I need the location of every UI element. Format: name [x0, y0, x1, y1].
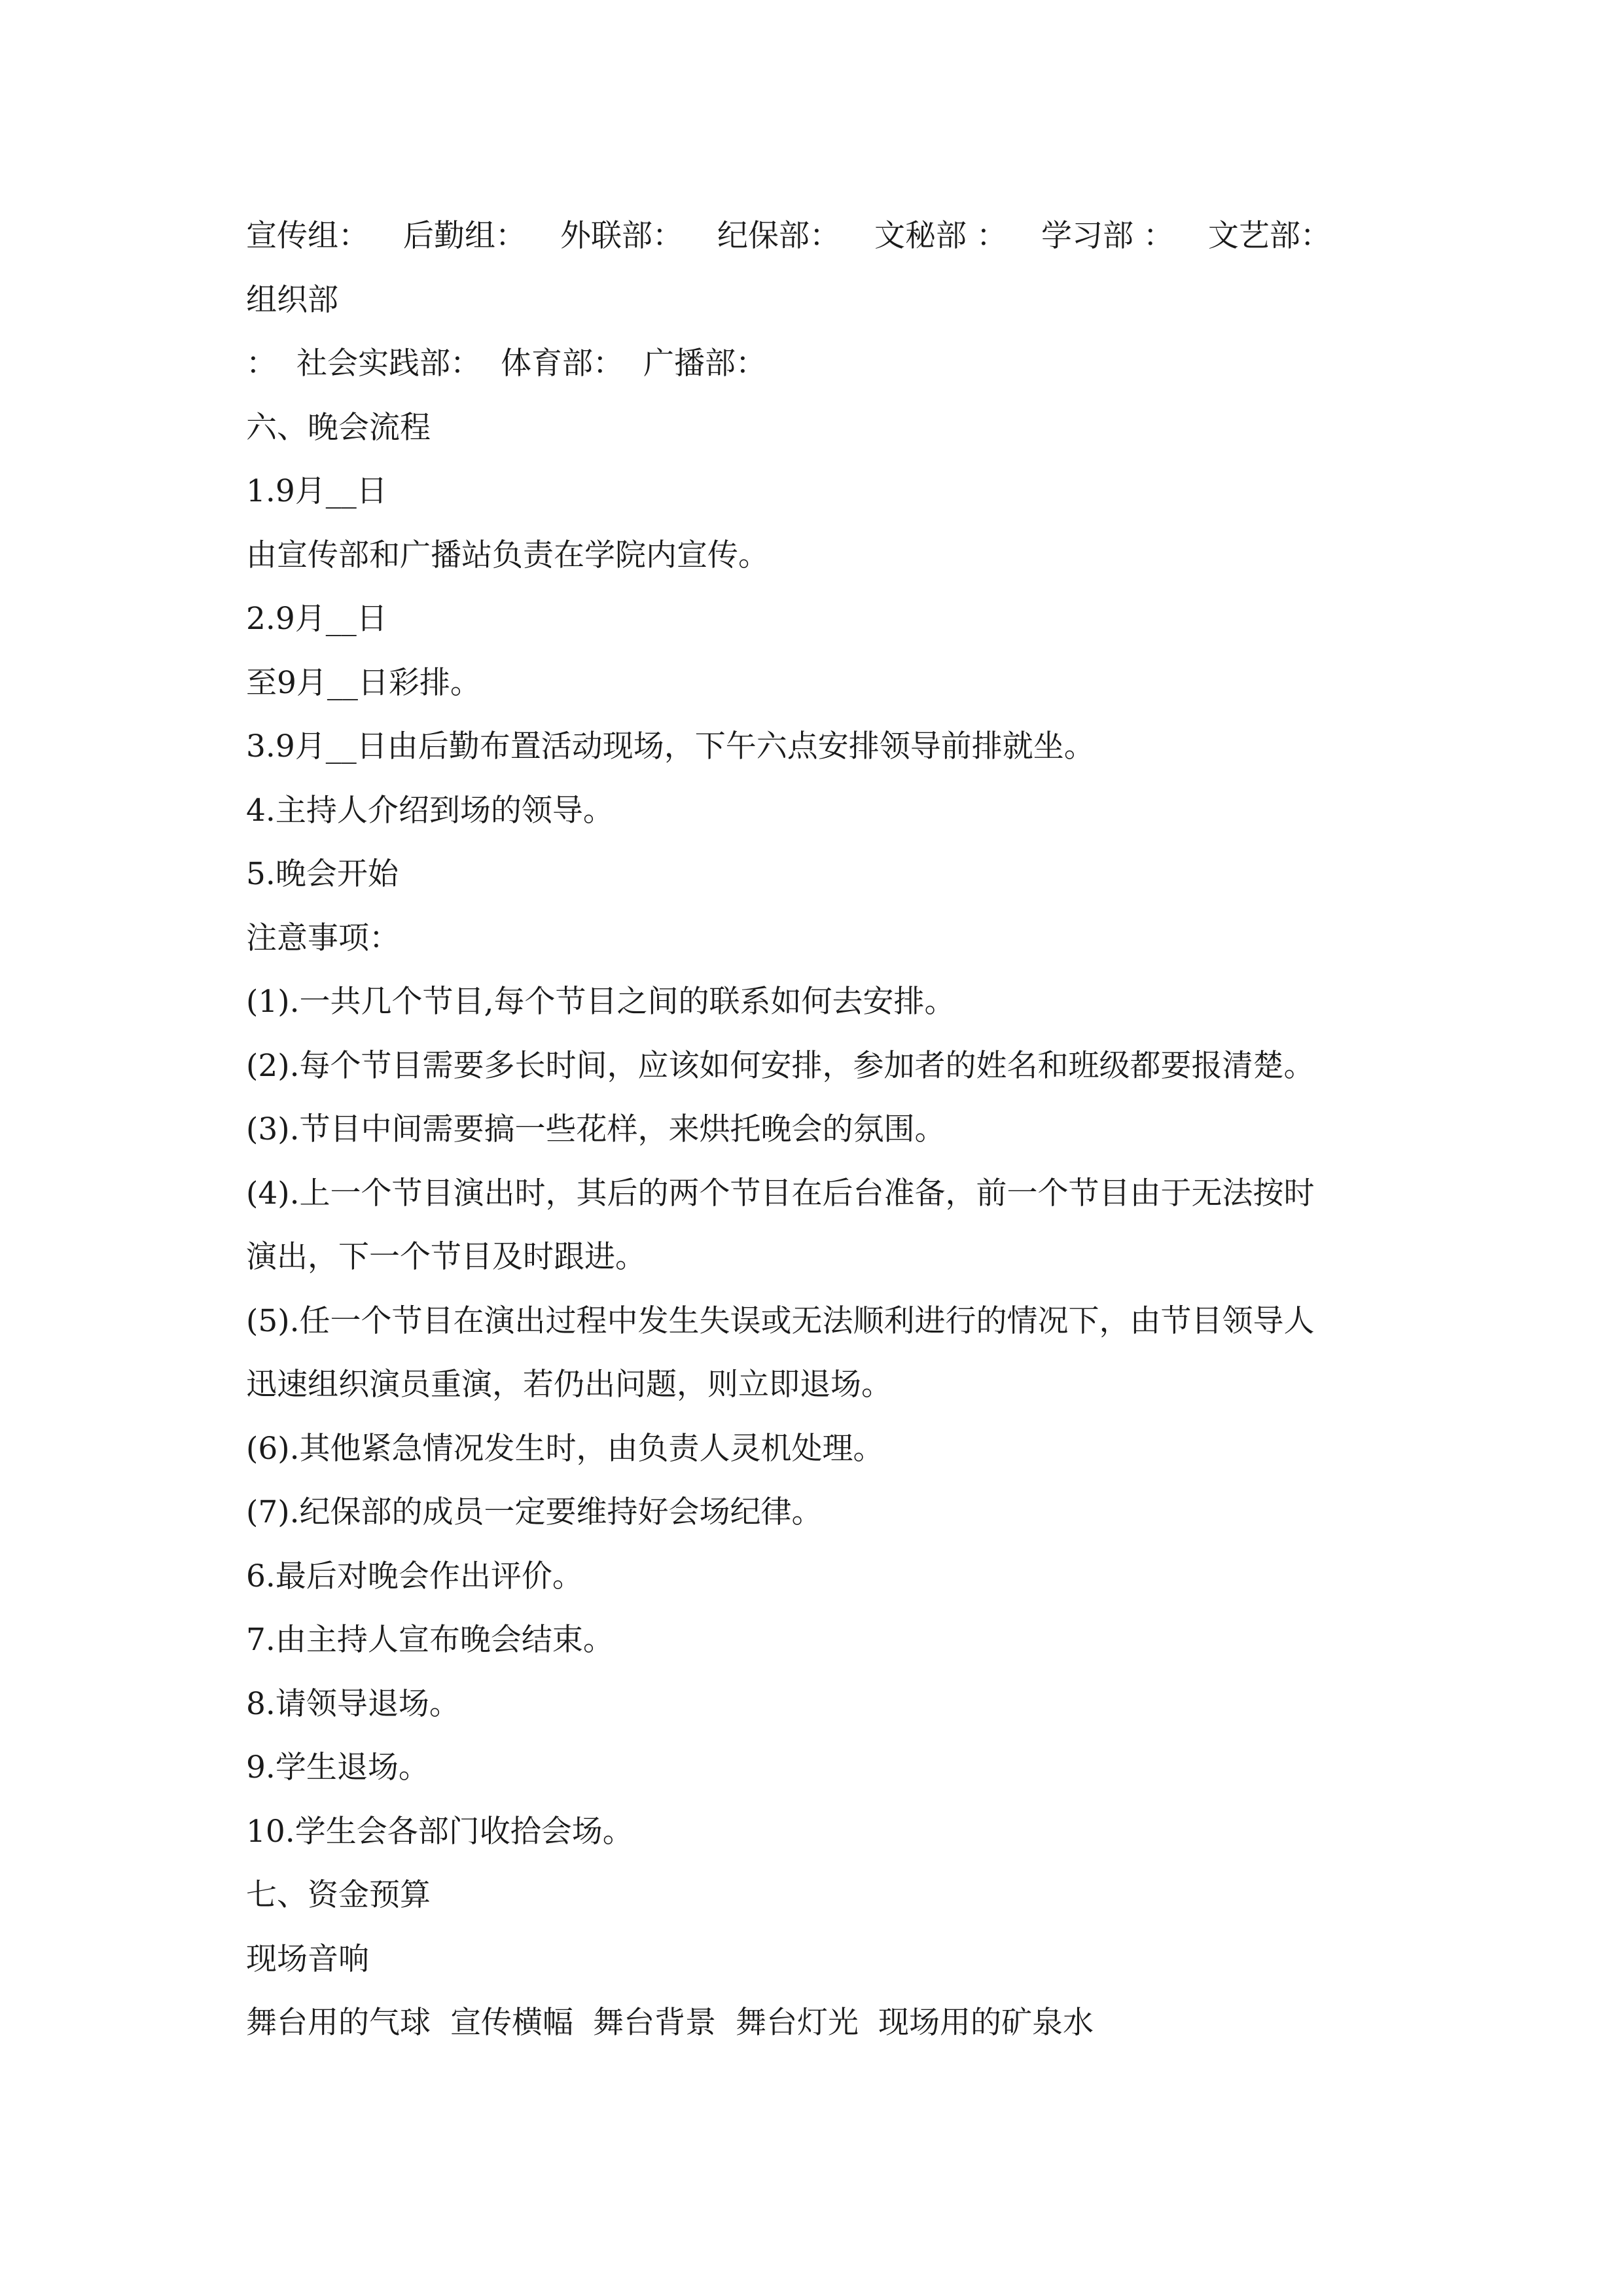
budget-item-banner: 宣传横幅: [450, 2005, 573, 2041]
note-line: (3).节目中间需要搞一些花样，来烘托晚会的氛围。: [246, 1111, 946, 1147]
colon-mark: ：: [246, 346, 277, 382]
budget-item-water: 现场用的矿泉水: [878, 2005, 1094, 2041]
note-line: 迅速组织演员重演，若仍出问题，则立即退场。: [246, 1367, 892, 1403]
dept-sports: 体育部：: [501, 346, 624, 382]
dept-discipline: 纪保部：: [717, 218, 840, 254]
document-body: [246, 204, 1411, 2055]
closing-line: 10.学生会各部门收拾会场。: [246, 1813, 633, 1850]
note-line: (6).其他紧急情况发生时，由负责人灵机处理。: [246, 1430, 884, 1467]
dept-secretariat: 文秘部 ：: [874, 218, 1007, 254]
budget-item-balloons: 舞台用的气球: [246, 2005, 431, 2041]
note-line: (5).任一个节目在演出过程中发生失误或无法顺利进行的情况下，由节目领导人: [246, 1302, 1315, 1339]
note-line: (2).每个节目需要多长时间，应该如何安排，参加者的姓名和班级都要报清楚。: [246, 1047, 1315, 1084]
flow-line: 4.主持人介绍到场的领导。: [246, 792, 614, 829]
section-6-heading: 六、晚会流程: [246, 409, 431, 446]
budget-item-backdrop: 舞台背景: [593, 2005, 716, 2041]
dept-external: 外联部：: [560, 218, 683, 254]
dept-study: 学习部 ：: [1041, 218, 1174, 254]
flow-line: 5.晚会开始: [246, 856, 399, 892]
dept-broadcast: 广播部：: [643, 346, 766, 382]
flow-line: 由宣传部和广播站负责在学院内宣传。: [246, 537, 769, 573]
flow-line: 3.9月__日由后勤布置活动现场，下午六点安排领导前排就坐。: [246, 728, 1095, 764]
note-line: 演出，下一个节目及时跟进。: [246, 1239, 646, 1275]
closing-line: 6.最后对晚会作出评价。: [246, 1558, 583, 1594]
closing-line: 7.由主持人宣布晚会结束。: [246, 1622, 614, 1658]
note-line: (7).纪保部的成员一定要维持好会场纪律。: [246, 1494, 823, 1530]
departments-row-3: [246, 332, 1411, 396]
budget-item-lighting: 舞台灯光: [736, 2005, 859, 2041]
closing-line: 8.请领导退场。: [246, 1685, 460, 1722]
closing-line: 9.学生退场。: [246, 1749, 429, 1785]
note-line: (4).上一个节目演出时，其后的两个节目在后台准备，前一个节目由于无法按时: [246, 1175, 1315, 1211]
dept-publicity: 宣传组：: [246, 218, 369, 254]
budget-items-row: [246, 1991, 1411, 2055]
departments-row-1: [246, 204, 1411, 268]
dept-arts: 文艺部：: [1207, 218, 1331, 254]
note-line: (1).一共几个节目,每个节目之间的联系如何去安排。: [246, 984, 955, 1020]
dept-logistics: 后勤组：: [403, 218, 526, 254]
section-7-heading: 七、资金预算: [246, 1877, 431, 1913]
notes-heading: 注意事项：: [246, 920, 400, 956]
flow-line: 2.9月__日: [246, 601, 387, 637]
flow-line: 1.9月__日: [246, 473, 387, 509]
departments-row-2: 组织部: [246, 281, 338, 318]
dept-social-practice: 社会实践部：: [296, 346, 481, 382]
flow-line: 至9月__日彩排。: [246, 664, 481, 701]
budget-heading: 现场音响: [246, 1941, 369, 1977]
